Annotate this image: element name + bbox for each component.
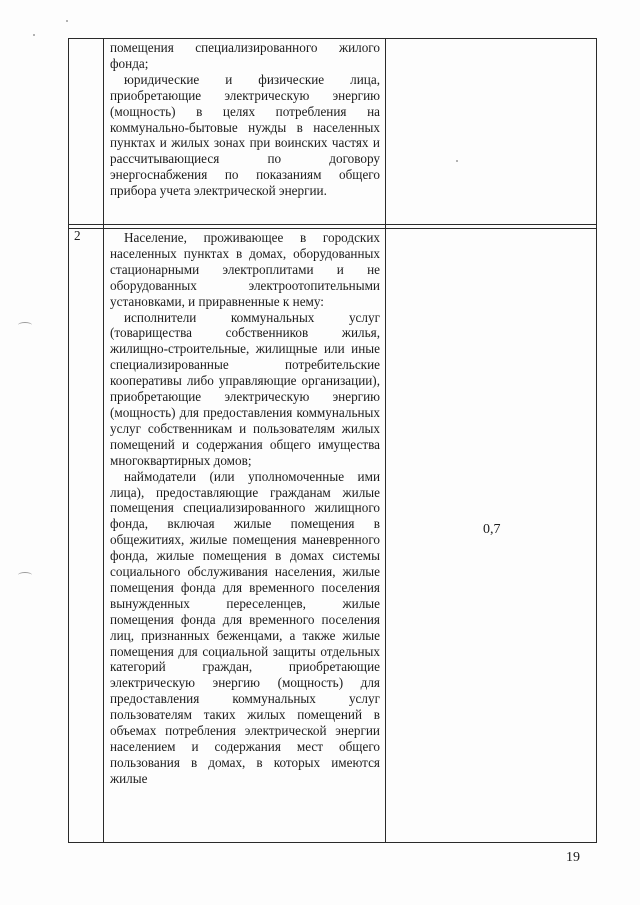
hole-punch-mark — [18, 572, 32, 578]
scan-speck — [33, 34, 35, 36]
page-number: 19 — [566, 850, 580, 865]
table-bottom-border — [68, 842, 597, 843]
row1-paragraph: юридические и физические лица, приобретающие электрическую энергию (мощность) в целях потребления на коммунально-бытовые нужды в населенных пунктах и жилых зонах при воинских частях и рассчитывающиеся по договору энергоснабжения по показаниям общего прибора учета электрической энергии. — [110, 71, 380, 199]
row-divider-upper — [68, 224, 597, 225]
row2-description — [110, 230, 380, 787]
hole-punch-mark — [18, 322, 32, 328]
row1-description — [110, 40, 380, 199]
row2-paragraph: Население, проживающее в городских населенных пунктах в домах, оборудованных стационарными электроплитами и не оборудованных электроотопительными установками, и приравненные к нему: — [110, 230, 380, 309]
value-column-divider — [385, 38, 386, 843]
table-left-border — [68, 38, 69, 843]
row2-number: 2 — [74, 228, 81, 243]
table-right-border — [596, 38, 597, 843]
row2-paragraph: исполнители коммунальных услуг (товарищества собственников жилья, жилищно-строительные, жилищные или иные специализированные потребительские кооперативы либо управляющие организации), приобретающие электрическую энергию (мощность) для предоставления коммунальных услуг собственникам и пользователям жилых помещений и содержания общего имущества многоквартирных домов; — [110, 309, 380, 468]
row-divider-lower — [68, 228, 597, 229]
table-top-border — [68, 38, 597, 39]
number-column-divider — [103, 38, 104, 843]
scan-speck — [456, 160, 458, 162]
row1-paragraph: помещения специализированного жилого фонда; — [110, 40, 380, 71]
row2-coefficient: 0,7 — [483, 522, 501, 537]
scan-speck — [66, 20, 68, 22]
row2-paragraph: наймодатели (или уполномоченные ими лица), предоставляющие гражданам жилые помещения специализированного жилищного фонда, включая жилые помещения в общежитиях, жилые помещения маневренного фонда, жилые помещения в домах системы социального обслуживания населения, жилые помещения фонда для временного поселения вынужденных переселенцев, жилые помещения фонда для временного поселения лиц, признанных беженцами, а также жилые помещения для социальной защиты отдельных категорий граждан, приобретающие электрическую энергию (мощность) для предоставления коммунальных услуг пользователям таких жилых помещений в объемах потребления электрической энергии населением и содержания мест общего пользования в домах, в которых имеются жилые — [110, 468, 380, 786]
